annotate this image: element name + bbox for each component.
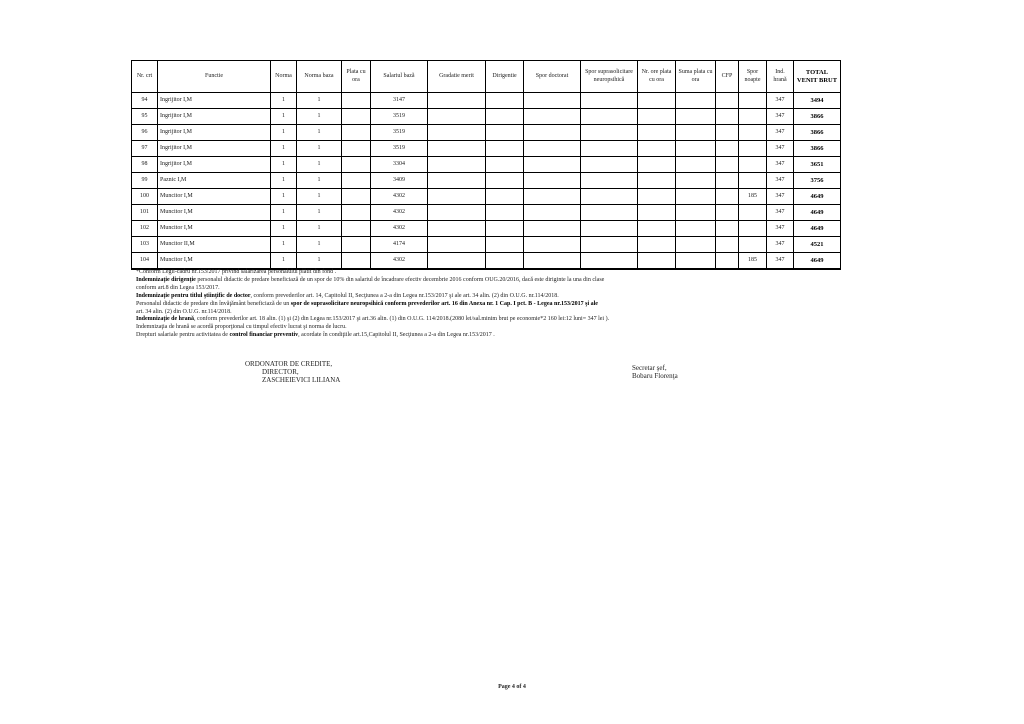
table-cell: 99 (132, 173, 158, 189)
table-cell (676, 237, 716, 253)
table-row (132, 141, 841, 157)
table-cell: 347 (767, 221, 794, 237)
table-cell: 3494 (794, 93, 841, 109)
table-cell (428, 109, 486, 125)
table-cell: 4649 (794, 253, 841, 270)
column-header: Norma (271, 61, 297, 93)
table-cell (638, 157, 676, 173)
table-cell: 347 (767, 141, 794, 157)
table-cell: 1 (271, 205, 297, 221)
table-cell: 185 (739, 253, 767, 270)
table-cell (524, 221, 581, 237)
column-header: Plata cu ora (342, 61, 371, 93)
table-cell (342, 125, 371, 141)
table-cell (342, 141, 371, 157)
footnote-text: *Conform Legii-cadru nr.153/2017 privind salarizarea personalului plătit din fond . (136, 269, 337, 275)
table-cell (428, 173, 486, 189)
footnote-text: Personalul didactic de predare din învăţământ beneficiază de un (136, 300, 291, 307)
table-row (132, 237, 841, 253)
table-cell (342, 173, 371, 189)
table-cell: 4174 (371, 237, 428, 253)
table-cell: 95 (132, 109, 158, 125)
table-cell (486, 189, 524, 205)
table-row (132, 125, 841, 141)
table-cell (716, 93, 739, 109)
table-cell: 347 (767, 189, 794, 205)
table-cell (524, 173, 581, 189)
footnote-line (136, 332, 886, 340)
signature-block-left (245, 360, 340, 385)
table-cell: Muncitor I,M (158, 189, 271, 205)
table-cell (676, 173, 716, 189)
table-cell (739, 125, 767, 141)
table-cell (342, 253, 371, 270)
table-cell: 4302 (371, 253, 428, 270)
table-cell (739, 237, 767, 253)
table-cell (428, 93, 486, 109)
table-cell: 1 (271, 189, 297, 205)
table-cell (581, 125, 638, 141)
table-cell (676, 125, 716, 141)
table-header-row (132, 61, 841, 93)
signature-line: ZASCHEIEVICI LILIANA (262, 376, 341, 385)
table-cell (581, 141, 638, 157)
table-cell: 1 (297, 173, 342, 189)
table-cell: 3866 (794, 125, 841, 141)
footnote-text: Indemnizaţie pentru titlul ştiinţific de doctor (136, 292, 251, 299)
footnote-text: spor de suprasolicitare neuropsihică conform prevederilor art. 16 din Anexa nr. 1 Cap. I pct. B - Legea nr.153/2017 şi ale (290, 300, 598, 307)
footnote-line (136, 324, 886, 332)
table-cell: 1 (271, 109, 297, 125)
table-cell (581, 205, 638, 221)
table-cell (486, 109, 524, 125)
table-cell: 1 (297, 237, 342, 253)
signature-line: ORDONATOR DE CREDITE, (245, 360, 333, 368)
table-cell: 94 (132, 93, 158, 109)
table-cell (739, 221, 767, 237)
table-cell: 3866 (794, 109, 841, 125)
table-cell: 1 (271, 157, 297, 173)
table-cell (716, 237, 739, 253)
table-cell: Ingrijitor I,M (158, 157, 271, 173)
table-cell (581, 221, 638, 237)
table-cell: 1 (271, 253, 297, 270)
footnote-text: , conform prevederilor art. 14, Capitolul II, Secţiunea a 2-a din Legea nr.153/2017 şi ale art. 34 alin. (2) din O.U.G. nr.114/2018. (250, 292, 559, 299)
table-cell: 1 (271, 221, 297, 237)
table-cell: 4649 (794, 205, 841, 221)
table-cell (638, 173, 676, 189)
table-cell: 3519 (371, 109, 428, 125)
footnote-text: control financiar preventiv (229, 332, 299, 339)
footnote-text: Indemnizaţie de hrană (136, 316, 195, 323)
table-cell (428, 205, 486, 221)
table-cell (486, 93, 524, 109)
signature-block-right (632, 364, 678, 380)
table-cell: 1 (297, 253, 342, 270)
table-cell: 185 (739, 189, 767, 205)
table-cell: 347 (767, 93, 794, 109)
table-cell (524, 237, 581, 253)
table-cell: 1 (297, 109, 342, 125)
table-cell (486, 237, 524, 253)
table-cell: 1 (271, 93, 297, 109)
table-cell (739, 173, 767, 189)
table-cell (638, 189, 676, 205)
table-cell (716, 109, 739, 125)
table-cell: 1 (271, 125, 297, 141)
table-cell (524, 93, 581, 109)
footnote-text: art. 34 alin. (2) din O.U.G. nr.114/2018. (136, 308, 232, 315)
table-cell (716, 253, 739, 270)
table-cell: 1 (271, 173, 297, 189)
table-cell (739, 141, 767, 157)
table-cell (739, 109, 767, 125)
table-cell (486, 141, 524, 157)
table-cell: 101 (132, 205, 158, 221)
table-row (132, 173, 841, 189)
table-cell: 347 (767, 109, 794, 125)
table-cell: 3147 (371, 93, 428, 109)
table-cell (581, 189, 638, 205)
footnote-text: conform art.8 din Legea 153/2017. (136, 284, 220, 291)
column-header: Salariul bază (371, 61, 428, 93)
table-cell: 104 (132, 253, 158, 270)
table-cell: 347 (767, 157, 794, 173)
table-cell (342, 221, 371, 237)
footnote-line (136, 293, 886, 301)
table-cell (716, 189, 739, 205)
table-cell: 4649 (794, 189, 841, 205)
table-cell: 3756 (794, 173, 841, 189)
table-cell (716, 141, 739, 157)
column-header: Spor doctorat (524, 61, 581, 93)
column-header: Functie (158, 61, 271, 93)
table-cell: Muncitor II,M (158, 237, 271, 253)
table-cell: 347 (767, 125, 794, 141)
table-cell (428, 221, 486, 237)
footnote-line (136, 285, 886, 293)
table-cell: 3519 (371, 125, 428, 141)
table-row (132, 205, 841, 221)
table-cell (486, 173, 524, 189)
table-cell (428, 141, 486, 157)
table-cell (524, 205, 581, 221)
table-cell: 1 (297, 205, 342, 221)
table-cell (342, 93, 371, 109)
table-cell (716, 173, 739, 189)
column-header: Nr. crt (132, 61, 158, 93)
table-cell (676, 141, 716, 157)
table-cell (524, 109, 581, 125)
table-cell (638, 237, 676, 253)
table-cell (581, 157, 638, 173)
table-cell: 1 (271, 141, 297, 157)
table-body (132, 93, 841, 270)
table-row (132, 253, 841, 270)
footnote-text: personalul didactic de predare beneficiază de un spor de 10% din salariul de încadrare efectiv decembrie 2016 conform OUG.20/2016, dacă este diriginte la una din clase (195, 276, 605, 283)
table-cell: 4649 (794, 221, 841, 237)
table-cell (581, 93, 638, 109)
table-cell (342, 109, 371, 125)
table-cell (676, 253, 716, 270)
column-header: TOTAL VENIT BRUT (794, 61, 841, 93)
table-cell: 98 (132, 157, 158, 173)
table-cell (716, 125, 739, 141)
footnote-line (136, 277, 886, 285)
table-cell (486, 205, 524, 221)
table-cell (676, 157, 716, 173)
table-cell (342, 205, 371, 221)
table-cell: 1 (271, 237, 297, 253)
table-cell (716, 205, 739, 221)
table-cell (638, 109, 676, 125)
table-cell (739, 205, 767, 221)
table-row (132, 93, 841, 109)
table-cell: 1 (297, 141, 342, 157)
table-cell (486, 157, 524, 173)
table-cell: 96 (132, 125, 158, 141)
table-cell: 347 (767, 205, 794, 221)
table-cell: 3651 (794, 157, 841, 173)
table-cell: Ingrijitor I,M (158, 125, 271, 141)
table-cell (524, 125, 581, 141)
table-cell (524, 189, 581, 205)
table-cell: 347 (767, 237, 794, 253)
table-cell: 3304 (371, 157, 428, 173)
table-cell (428, 157, 486, 173)
table-cell: 1 (297, 221, 342, 237)
table-cell (581, 109, 638, 125)
table-cell (676, 109, 716, 125)
table-cell: 4521 (794, 237, 841, 253)
table-cell (638, 221, 676, 237)
table-cell: 1 (297, 157, 342, 173)
table-cell: 4302 (371, 205, 428, 221)
table-row (132, 109, 841, 125)
table-row (132, 189, 841, 205)
page-number: Page 4 of 4 (498, 684, 526, 690)
table-cell: 103 (132, 237, 158, 253)
table-cell (739, 93, 767, 109)
column-header: Dirigentie (486, 61, 524, 93)
column-header: Suma plata cu ora (676, 61, 716, 93)
table-cell (638, 93, 676, 109)
table-cell (428, 125, 486, 141)
table-row (132, 157, 841, 173)
salary-table (131, 60, 841, 270)
footnote-text: Drepturi salariale pentru activitatea de (136, 332, 230, 339)
table-cell (581, 173, 638, 189)
table-cell: 3866 (794, 141, 841, 157)
table-cell (524, 253, 581, 270)
footnote-text: , acordate în condiţiile art.15,Capitolul II, Secţiunea a 2-a din Legea nr.153/2017 . (298, 332, 495, 339)
table-cell (524, 141, 581, 157)
footnote-line (136, 269, 886, 277)
signature-line: Bobaru Florenţa (632, 372, 678, 381)
table-cell (342, 237, 371, 253)
table-cell: 4302 (371, 221, 428, 237)
table-cell: 97 (132, 141, 158, 157)
table-cell (581, 253, 638, 270)
column-header: Spor suprasolicitare neuropsihică (581, 61, 638, 93)
table-cell: Paznic I,M (158, 173, 271, 189)
footnotes (136, 269, 886, 340)
table-cell (486, 125, 524, 141)
table-cell (716, 157, 739, 173)
table-cell (638, 125, 676, 141)
table-cell: 347 (767, 173, 794, 189)
table-cell: Muncitor I,M (158, 205, 271, 221)
table-cell (676, 205, 716, 221)
table-cell: 102 (132, 221, 158, 237)
table-cell: 100 (132, 189, 158, 205)
table-cell: 3409 (371, 173, 428, 189)
table-cell (428, 237, 486, 253)
footnote-line (136, 301, 886, 309)
table-cell (676, 189, 716, 205)
column-header: Gradatie merit (428, 61, 486, 93)
table-cell: Muncitor I,M (158, 253, 271, 270)
table-cell: 347 (767, 253, 794, 270)
table-cell (638, 205, 676, 221)
table-cell: 1 (297, 189, 342, 205)
column-header: Norma baza (297, 61, 342, 93)
table-cell (486, 253, 524, 270)
table-row (132, 221, 841, 237)
table-cell (524, 157, 581, 173)
table-cell (676, 221, 716, 237)
footnote-text: Indemnizaţie dirigenţie (136, 276, 196, 283)
table-cell (739, 157, 767, 173)
table-cell (342, 189, 371, 205)
signature-line: DIRECTOR, (262, 368, 299, 377)
table-cell: 3519 (371, 141, 428, 157)
table-cell (428, 253, 486, 270)
table-cell (342, 157, 371, 173)
table-cell: 1 (297, 125, 342, 141)
table-cell (428, 189, 486, 205)
column-header: Nr. ore plata cu ora (638, 61, 676, 93)
table-cell: Ingrijitor I,M (158, 141, 271, 157)
table-cell: Ingrijitor I,M (158, 93, 271, 109)
table-cell (486, 221, 524, 237)
table-cell (581, 237, 638, 253)
table-cell (716, 221, 739, 237)
column-header: CFP (716, 61, 739, 93)
footnote-text: Indemnizaţia de hrană se acordă proporţional cu timpul efectiv lucrat şi norma de lucru. (136, 324, 347, 331)
table-cell: Muncitor I,M (158, 221, 271, 237)
table-cell: Ingrijitor I,M (158, 109, 271, 125)
signature-line: Secretar şef, (632, 364, 667, 372)
table-cell (638, 253, 676, 270)
column-header: Ind. hrană (767, 61, 794, 93)
table-cell: 1 (297, 93, 342, 109)
column-header: Spor noapte (739, 61, 767, 93)
table-cell (676, 93, 716, 109)
footnote-text: , conform prevederilor art. 18 alin. (1) şi (2) din Legea nr.153/2017 şi art.36 alin. (1) din O.U.G. 114/2018.(2080 lei/sal.minim brut pe economie*2 160 lei:12 luni= 347 lei ). (194, 316, 610, 323)
table-cell (638, 141, 676, 157)
table-cell: 4302 (371, 189, 428, 205)
